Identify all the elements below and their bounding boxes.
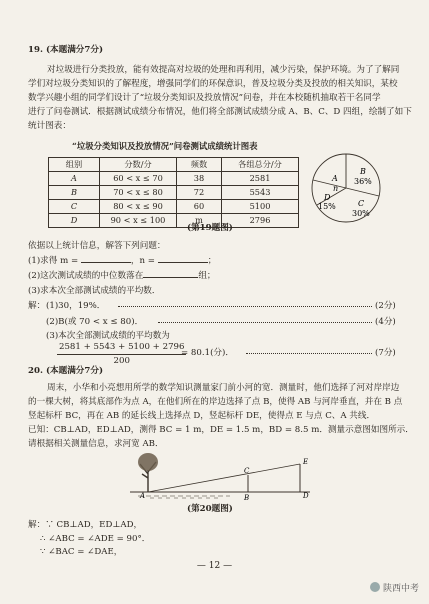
pie-value-b: 36% [354,177,372,186]
table-cell: 70 < x ≤ 80 [100,186,177,200]
q19-q1-m: (1)求得 m = [28,256,81,266]
page-number: — 12 — [196,561,233,571]
table-cell: B [49,186,100,200]
fraction [57,341,186,368]
watermark [370,582,419,596]
table-row [49,200,299,214]
table-header: 分数/分 [100,158,177,172]
q20-figure-caption: (第20题图) [187,504,233,514]
table-row [49,172,299,186]
dotted-leader [118,306,372,307]
q19-q2-text: (2)这次测试成绩的中位数落在 [28,271,144,281]
pie-divider [346,188,379,196]
pie-chart [304,148,394,228]
table-cell: A [49,172,100,186]
river-diagram [120,448,320,500]
q19-question-intro: 依据以上统计信息，解答下列问题： [28,241,166,251]
q19-q1-n: ，n = [130,256,158,266]
q19-chart-title: “垃圾分类知识及投放情况”问卷测试成绩统计图表 [72,141,258,151]
q19-answer-2: (2)B(或 70 < x ≤ 80)． [46,317,144,327]
dotted-leader [158,322,372,323]
pie-label-a: A [332,174,338,183]
q19-question-2 [28,270,216,283]
table-header: 各组总分/分 [222,158,299,172]
point-d-label: D [303,492,309,500]
table-cell: m [177,214,222,228]
watermark-text: 陕西中考 [382,584,419,594]
tree-canopy-icon [138,453,158,471]
table-cell: 80 < x ≤ 90 [100,200,177,214]
q19-para-line: 统计图表： [28,121,71,131]
q19-heading: 19. (本题满分7分) [28,45,104,55]
fraction-denominator: 200 [113,356,130,366]
point-b-label: B [244,494,250,500]
pie-value-d: 15% [318,202,336,211]
q19-answer-label: 解： [28,301,46,311]
table-cell: 2581 [222,172,299,186]
pie-divider [313,180,346,188]
pie-value-a: n [333,184,339,193]
pie-label-b: B [360,167,366,176]
q19-para-line: 学们对垃圾分类知识的了解程度，增强同学们的环保意识，普及垃圾分类及投放的相关知识，某校 [28,79,398,89]
table-cell: 2796 [222,214,299,228]
frequency-table [48,157,299,228]
q19-figure-caption: (第19题图) [187,223,233,233]
q20-heading: 20. (本题满分7分) [28,366,104,376]
table-cell: 60 < x ≤ 70 [100,172,177,186]
pie-label-c: C [358,199,365,208]
q19-para-line: 进行了问卷测试．根据测试成绩分布情况，他们将全部测试成绩分成 A、B、C、D 四组，绘制了如下 [28,107,412,117]
fraction-numerator: 2581 + 5543 + 5100 + 2796 [57,341,186,355]
q19-question-3: (3)求本次全部测试成绩的平均数． [28,286,161,296]
q19-result: = 80.1(分)． [181,348,234,358]
q19-para-line: 数学兴趣小组的同学们设计了“垃圾分类知识及投放情况”问卷，并在本校随机抽取若干名同学 [28,93,381,103]
pie-label-d: D [324,193,331,202]
table-cell: C [49,200,100,214]
table-cell: 60 [177,200,222,214]
q20-solution-line: ∵ ∠BAC = ∠DAE， [40,547,123,557]
pie-value-c: 30% [352,209,370,218]
table-cell: 5543 [222,186,299,200]
q20-para-line: 请根据相关测量信息，求河宽 AB． [28,439,164,449]
q20-para-line: 的一棵大树，将其底部作为点 A，在他们所在的岸边选择了点 B，使得 AB 与河岸垂直，并在 B 点 [28,397,403,407]
table-header-row [49,158,299,172]
q20-para-line: 周末，小华和小亮想用所学的数学知识测量家门前小河的宽．测量时，他们选择了河对岸岸边 [47,383,400,393]
point-e-label: E [303,458,309,466]
table-header: 频数 [177,158,222,172]
sight-line [148,464,300,492]
table-row [49,214,299,228]
q20-solution-line: 解：∵ CB⊥AD，ED⊥AD， [28,520,143,530]
q19-answer-3: (3)本次全部测试成绩的平均数为 [46,331,170,341]
table-cell: 38 [177,172,222,186]
q19-q1-end: ； [207,256,217,266]
q19-points-1: (2分) [375,301,396,311]
q20-para-line: 竖起标杆 BC，再在 AB 的延长线上选择点 D，竖起标杆 DE，使得点 E 与点 C、A 共线． [28,411,376,421]
q19-points-2: (4分) [375,317,396,327]
blank-m [81,262,131,263]
q19-q2-end: 组； [198,271,216,281]
wechat-icon [370,582,380,592]
q19-para-line: 对垃圾进行分类投放，能有效提高对垃圾的处理和再利用，减少污染，保护环境。为了了解同 [47,65,400,75]
table-row [49,186,299,200]
table-cell: 72 [177,186,222,200]
q19-points-3: (7分) [375,348,396,358]
table-cell: 5100 [222,200,299,214]
table-cell: D [49,214,100,228]
point-a-label: A [140,492,146,500]
q19-question-1 [28,255,216,268]
table-header: 组别 [49,158,100,172]
q20-para-line: 已知：CB⊥AD，ED⊥AD，测得 BC = 1 m，DE = 1.5 m，BD = 8.5 m．测量示意图如图所示． [28,425,414,435]
q19-answer-1: (1)30，19%． [46,301,106,311]
q20-solution-line: ∴ ∠ABC = ∠ADE = 90°． [40,534,151,544]
table-cell: 90 < x ≤ 100 [100,214,177,228]
blank-n [158,262,208,263]
blank-median [143,277,198,278]
dotted-leader [246,353,372,354]
point-c-label: C [244,467,250,475]
